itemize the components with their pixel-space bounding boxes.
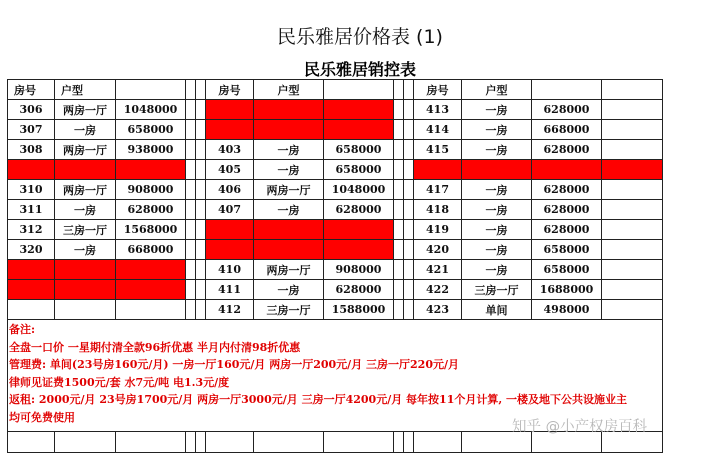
sold-cell	[206, 120, 254, 140]
table-title: 民乐雅居销控表	[303, 60, 416, 79]
sold-cell	[532, 160, 602, 180]
empty-cell	[394, 180, 404, 200]
empty-cell	[602, 240, 663, 260]
unit-room: 423	[414, 300, 462, 320]
unit-type: 一房	[55, 200, 116, 220]
unit-room: 419	[414, 220, 462, 240]
sold-cell	[116, 260, 186, 280]
header-type: 户型	[254, 80, 324, 100]
unit-type: 一房	[462, 220, 532, 240]
unit-type: 一房	[55, 240, 116, 260]
unit-price: 628000	[324, 280, 394, 300]
sales-control-table	[7, 79, 663, 453]
empty-cell	[602, 280, 663, 300]
empty-cell	[186, 100, 196, 120]
unit-room: 306	[8, 100, 55, 120]
header-room: 房号	[206, 80, 254, 100]
unit-price: 498000	[532, 300, 602, 320]
table-row	[8, 260, 663, 280]
unit-price: 628000	[324, 200, 394, 220]
sold-cell	[324, 220, 394, 240]
unit-room: 308	[8, 140, 55, 160]
empty-cell	[186, 220, 196, 240]
empty-cell	[186, 300, 196, 320]
unit-price: 628000	[116, 200, 186, 220]
sold-cell	[8, 160, 55, 180]
empty-cell	[602, 200, 663, 220]
empty-cell	[186, 120, 196, 140]
unit-room: 407	[206, 200, 254, 220]
empty-cell	[602, 300, 663, 320]
empty-cell	[186, 280, 196, 300]
unit-room: 420	[414, 240, 462, 260]
empty-cell	[602, 180, 663, 200]
empty-cell	[602, 220, 663, 240]
empty-cell	[394, 200, 404, 220]
empty-cell	[602, 260, 663, 280]
unit-room: 414	[414, 120, 462, 140]
unit-price: 658000	[116, 120, 186, 140]
sold-cell	[324, 100, 394, 120]
sold-cell	[254, 240, 324, 260]
sold-cell	[602, 160, 663, 180]
sold-cell	[206, 240, 254, 260]
unit-room: 307	[8, 120, 55, 140]
unit-type: 三房一厅	[462, 280, 532, 300]
table-row	[8, 300, 663, 320]
empty-cell	[186, 260, 196, 280]
page-title: 民乐雅居价格表 (1)	[277, 26, 443, 48]
unit-price: 628000	[532, 180, 602, 200]
header-room: 房号	[8, 80, 55, 100]
sold-cell	[206, 220, 254, 240]
notes-rent-back-cont: 均可免费使用	[9, 410, 75, 424]
unit-type: 一房	[254, 160, 324, 180]
unit-type: 一房	[462, 100, 532, 120]
sold-cell	[254, 220, 324, 240]
watermark: 知乎 @小产权房百科	[512, 419, 648, 435]
sold-cell	[116, 160, 186, 180]
unit-type: 一房	[462, 200, 532, 220]
table-row	[8, 220, 663, 240]
notes-lawyer-fee: 律师见证费1500元/套 水7元/吨 电1.3元/度	[9, 375, 230, 389]
unit-type: 一房	[462, 240, 532, 260]
empty-cell	[55, 300, 116, 320]
empty-cell	[394, 220, 404, 240]
notes-management-fee: 管理费: 单间(23号房160元/月) 一房一厅160元/月 两房一厅200元/月 三房一厅220元/月	[9, 358, 460, 371]
unit-price: 658000	[532, 240, 602, 260]
unit-price: 1048000	[116, 100, 186, 120]
empty-cell	[394, 280, 404, 300]
unit-price: 628000	[532, 220, 602, 240]
empty-cell	[394, 160, 404, 180]
notes-heading: 备注:	[9, 323, 36, 336]
empty-cell	[394, 300, 404, 320]
empty-cell	[602, 100, 663, 120]
unit-price: 1568000	[116, 220, 186, 240]
sold-cell	[55, 260, 116, 280]
unit-price: 908000	[324, 260, 394, 280]
empty-cell	[394, 260, 404, 280]
sold-cell	[55, 280, 116, 300]
unit-room: 403	[206, 140, 254, 160]
notes-rent-back: 返租: 2000元/月 23号房1700元/月 两房一厅3000元/月 三房一厅4200元/月 每年按11个月计算, 一楼及地下公共设施业主	[9, 393, 628, 406]
unit-room: 415	[414, 140, 462, 160]
unit-room: 405	[206, 160, 254, 180]
empty-cell	[394, 100, 404, 120]
unit-room: 311	[8, 200, 55, 220]
unit-type: 三房一厅	[55, 220, 116, 240]
unit-price: 938000	[116, 140, 186, 160]
unit-price: 668000	[532, 120, 602, 140]
unit-type: 两房一厅	[55, 140, 116, 160]
empty-cell	[8, 300, 55, 320]
sold-cell	[324, 240, 394, 260]
unit-type: 单间	[462, 300, 532, 320]
unit-type: 两房一厅	[55, 100, 116, 120]
unit-type: 一房	[254, 140, 324, 160]
table-row	[8, 280, 663, 300]
unit-price: 1688000	[532, 280, 602, 300]
unit-price: 668000	[116, 240, 186, 260]
unit-price: 628000	[532, 140, 602, 160]
empty-cell	[602, 140, 663, 160]
empty-cell	[116, 300, 186, 320]
unit-type: 一房	[254, 200, 324, 220]
sold-cell	[8, 280, 55, 300]
unit-type: 三房一厅	[254, 300, 324, 320]
unit-price: 658000	[324, 140, 394, 160]
sold-cell	[254, 100, 324, 120]
empty-cell	[186, 240, 196, 260]
table-row	[8, 200, 663, 220]
header-type: 户型	[462, 80, 532, 100]
unit-room: 320	[8, 240, 55, 260]
unit-room: 406	[206, 180, 254, 200]
header-room: 房号	[414, 80, 462, 100]
unit-type: 一房	[462, 180, 532, 200]
empty-cell	[186, 200, 196, 220]
sold-cell	[414, 160, 462, 180]
unit-room: 417	[414, 180, 462, 200]
unit-type: 一房	[462, 120, 532, 140]
sold-cell	[324, 120, 394, 140]
unit-room: 310	[8, 180, 55, 200]
sold-cell	[116, 280, 186, 300]
unit-room: 413	[414, 100, 462, 120]
unit-room: 422	[414, 280, 462, 300]
empty-cell	[394, 240, 404, 260]
table-row	[8, 120, 663, 140]
unit-room: 412	[206, 300, 254, 320]
unit-price: 658000	[324, 160, 394, 180]
unit-room: 421	[414, 260, 462, 280]
empty-cell	[602, 120, 663, 140]
empty-cell	[186, 140, 196, 160]
header-type: 户型	[55, 80, 116, 100]
unit-type: 一房	[462, 260, 532, 280]
unit-type: 一房	[254, 280, 324, 300]
unit-room: 418	[414, 200, 462, 220]
unit-price: 908000	[116, 180, 186, 200]
empty-cell	[394, 120, 404, 140]
table-row	[8, 240, 663, 260]
sold-cell	[206, 100, 254, 120]
unit-type: 一房	[55, 120, 116, 140]
table-row	[8, 100, 663, 120]
unit-price: 628000	[532, 100, 602, 120]
table-row	[8, 140, 663, 160]
unit-room: 410	[206, 260, 254, 280]
empty-cell	[394, 140, 404, 160]
unit-room: 411	[206, 280, 254, 300]
empty-cell	[186, 160, 196, 180]
unit-type: 两房一厅	[254, 180, 324, 200]
unit-room: 312	[8, 220, 55, 240]
empty-cell	[186, 180, 196, 200]
unit-type: 两房一厅	[55, 180, 116, 200]
notes-discount: 全盘一口价 一星期付清全款96折优惠 半月内付清98折优惠	[9, 340, 301, 354]
sold-cell	[254, 120, 324, 140]
unit-price: 628000	[532, 200, 602, 220]
unit-price: 1048000	[324, 180, 394, 200]
sold-cell	[462, 160, 532, 180]
unit-price: 1588000	[324, 300, 394, 320]
unit-type: 两房一厅	[254, 260, 324, 280]
header-row	[8, 80, 663, 100]
table-row	[8, 160, 663, 180]
unit-price: 658000	[532, 260, 602, 280]
sold-cell	[55, 160, 116, 180]
table-row	[8, 180, 663, 200]
sold-cell	[8, 260, 55, 280]
unit-type: 一房	[462, 140, 532, 160]
